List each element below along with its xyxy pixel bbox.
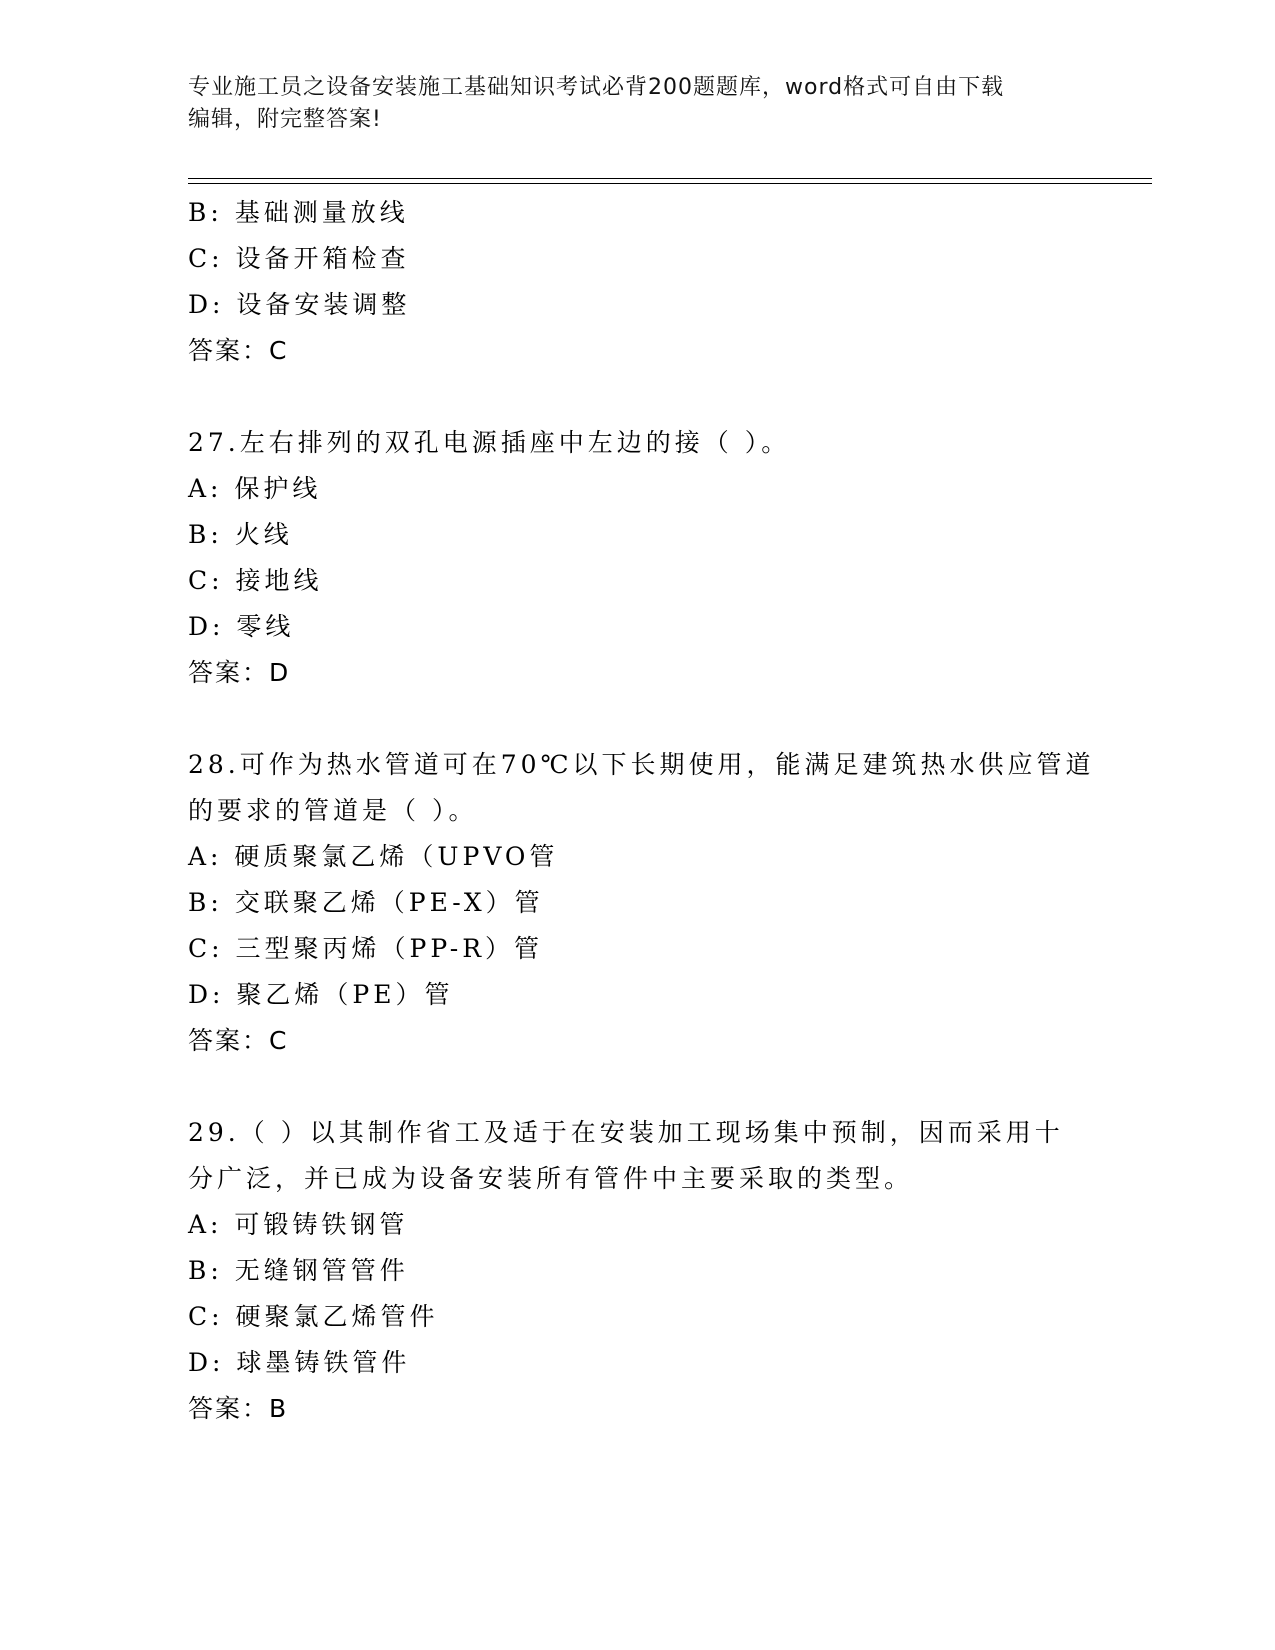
header-rule-top — [188, 178, 1152, 179]
option-c: C: 硬聚氯乙烯管件 — [188, 1302, 439, 1331]
answer: 答案：D — [188, 658, 291, 687]
document-header — [188, 72, 1088, 136]
question-26-block — [188, 190, 1088, 374]
option-b: B: 火线 — [188, 520, 293, 549]
question-text-line-2: 分广泛，并已成为设备安装所有管件中主要采取的类型。 — [188, 1164, 914, 1193]
option-c: C: 三型聚丙烯（PP-R）管 — [188, 934, 544, 963]
question-text-line-1: 28.可作为热水管道可在70℃以下长期使用，能满足建筑热水供应管道 — [188, 750, 1095, 779]
option-b: B: 交联聚乙烯（PE-X）管 — [188, 888, 544, 917]
header-line-1: 专业施工员之设备安装施工基础知识考试必背200题题库，word格式可自由下载 — [188, 75, 1005, 100]
document-body — [188, 190, 1095, 1432]
question-29-block — [188, 1110, 1088, 1432]
question-28-block — [188, 742, 1095, 1064]
option-d: D: 零线 — [188, 612, 295, 641]
header-rule-bottom — [188, 183, 1152, 184]
option-c: C: 设备开箱检查 — [188, 244, 410, 273]
option-b: B: 无缝钢管管件 — [188, 1256, 409, 1285]
option-d: D: 设备安装调整 — [188, 290, 411, 319]
answer: 答案：C — [188, 1026, 289, 1055]
option-a: A: 可锻铸铁钢管 — [188, 1210, 409, 1239]
answer: 答案：C — [188, 336, 289, 365]
option-a: A: 硬质聚氯乙烯（UPVO管 — [188, 842, 559, 871]
option-d: D: 聚乙烯（PE）管 — [188, 980, 454, 1009]
question-text: 27.左右排列的双孔电源插座中左边的接（ ）。 — [188, 428, 791, 457]
option-d: D: 球墨铸铁管件 — [188, 1348, 411, 1377]
option-c: C: 接地线 — [188, 566, 323, 595]
header-line-2: 编辑，附完整答案! — [188, 107, 382, 132]
question-27-block — [188, 420, 1088, 696]
option-a: A: 保护线 — [188, 474, 322, 503]
answer: 答案：B — [188, 1394, 289, 1423]
question-text-line-2: 的要求的管道是（ ）。 — [188, 796, 478, 825]
question-text-line-1: 29.（ ）以其制作省工及适于在安装加工现场集中预制，因而采用十 — [188, 1118, 1064, 1147]
option-b: B: 基础测量放线 — [188, 198, 409, 227]
